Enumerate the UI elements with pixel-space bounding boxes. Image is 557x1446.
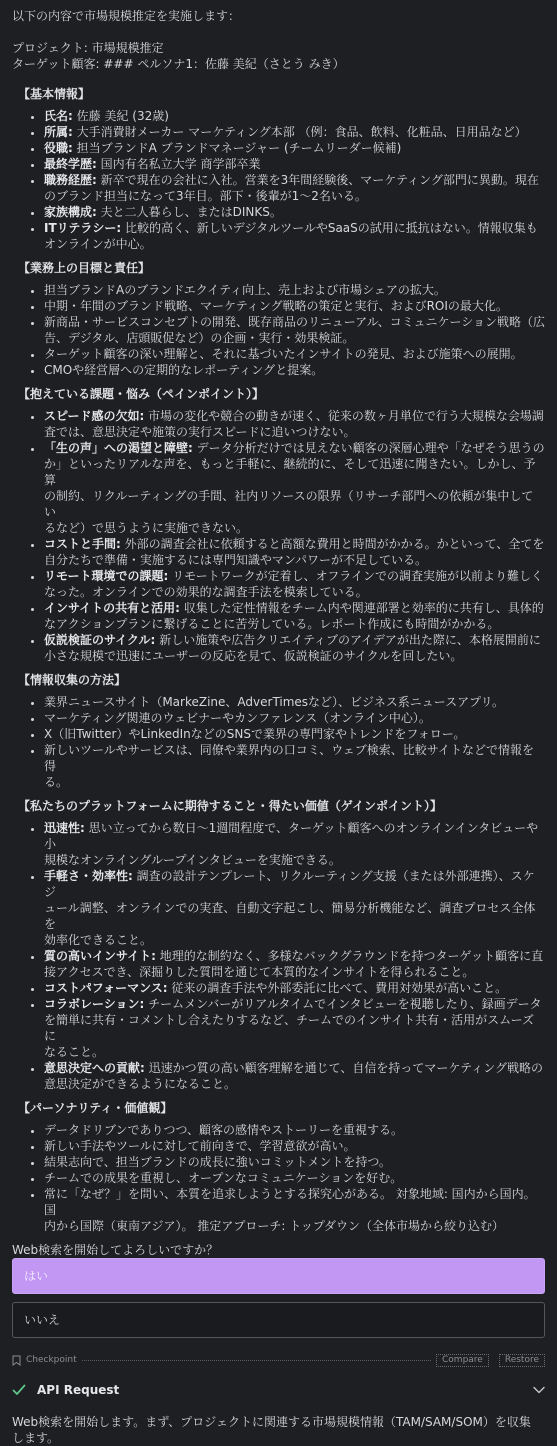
item-label: 「生の声」への渇望と障壁:	[44, 441, 193, 455]
final-line: Web検索を開始します。まず、プロジェクトに関連する市場規模情報（TAM/SAM/SOM）を収集	[12, 1415, 531, 1429]
list-item	[44, 710, 545, 726]
item-text: 新商品・サービスコンセプトの開発、既存商品のリニューアル、コミュニケーション戦略（広	[44, 315, 546, 329]
item-text: ターゲット顧客の深い理解と、それに基づいたインサイトの発見、および施策への展開。	[44, 347, 523, 361]
goals-list	[44, 282, 545, 378]
list-item	[44, 726, 545, 742]
list-item	[44, 362, 545, 378]
list-item	[44, 156, 545, 172]
item-label: コラボレーション:	[44, 997, 145, 1011]
item-text: 大手消費財メーカー マーケティング本部 （例：食品、飲料、化粧品、日用品など）	[72, 125, 527, 139]
item-text: 接アクセスでき、深掘りした質問を通じて本質的なインサイトを得られること。	[44, 965, 475, 979]
item-text: X（旧Twitter）やLinkedInなどのSNSで業界の専門家やトレンドをフォロー。	[44, 727, 466, 741]
checkpoint-label: Checkpoint	[26, 1355, 77, 1365]
item-text: 効率化できること。	[44, 933, 153, 947]
confirm-question: Web検索を開始してよろしいですか？	[12, 1243, 219, 1257]
item-text: データドリブンでありつつ、顧客の感情やストーリーを重視する。	[44, 1123, 404, 1137]
item-text: マーケティング関連のウェビナーやカンファレンス（オンライン中心）。	[44, 711, 431, 725]
item-text: 佐藤 美紀 (32歳)	[72, 109, 169, 123]
list-item	[44, 172, 545, 204]
basic-heading: 【基本情報】	[18, 87, 91, 101]
list-item	[44, 536, 545, 568]
item-label: 最終学歴:	[44, 157, 97, 171]
final-message	[12, 1414, 545, 1446]
list-item	[44, 742, 545, 790]
item-text: ュール調整、オンラインでの実査、自動文字起こし、簡易分析機能など、調査プロセス全体を	[44, 901, 536, 931]
list-item	[44, 600, 545, 632]
list-item	[44, 220, 545, 252]
list-item	[44, 632, 545, 664]
list-item	[44, 868, 545, 948]
list-item	[44, 996, 545, 1060]
item-label: 意思決定への貢献:	[44, 1061, 145, 1075]
list-item	[44, 346, 545, 362]
item-text: 新しい手法やツールに対して前向きで、学習意欲が高い。	[44, 1139, 356, 1153]
list-item	[44, 1170, 545, 1186]
item-text: の制約、リクルーティングの手間、社内リソースの限界（リサーチ部門への依頼が集中してい	[44, 489, 534, 519]
check-icon	[12, 1384, 26, 1396]
list-item	[44, 282, 545, 298]
item-text: 市場の変化や競合の動きが速く、従来の数ヶ月単位で行う大規模な会場調	[144, 409, 544, 423]
item-text: 自分たちで準備・実施するには専門知識やマンパワーが不足している。	[44, 553, 428, 567]
api-request-title: API Request	[37, 1383, 120, 1397]
item-text: なアクションプランに繋げることに苦労している。レポート作成にも時間がかかる。	[44, 617, 500, 631]
item-text: CMOや経営層への定期的なレポーティングと提案。	[44, 363, 324, 377]
target-line: ターゲット顧客: ### ペルソナ1：佐藤 美紀（さとう みき）	[12, 57, 345, 71]
item-text: る。	[44, 775, 69, 789]
item-text: なること。	[44, 1045, 105, 1059]
list-item	[44, 298, 545, 314]
item-text: 意思決定ができるようになること。	[44, 1077, 237, 1091]
pain-points-list	[44, 408, 545, 664]
item-text: 迅速かつ質の高い顧客理解を通じて、自信を持ってマーケティング戦略の	[144, 1061, 543, 1075]
no-button[interactable]	[12, 1302, 545, 1338]
item-label: 迅速性:	[44, 821, 85, 835]
item-text: 思い立ってから数日〜1週間程度で、ターゲット顧客へのオンラインインタビューや小	[44, 821, 539, 851]
item-label: リモート環境での課題:	[44, 569, 169, 583]
info-sources-list	[44, 694, 545, 790]
item-text: 新しい施策や広告クリエイティブのアイデアが出た際に、本格展開前に	[155, 633, 541, 647]
basic-info-list	[44, 108, 545, 252]
list-item	[44, 980, 545, 996]
item-text: オンラインが中心。	[44, 237, 152, 251]
item-text: 収集した定性情報をチーム内や関連部署と効率的に共有し、具体的	[179, 601, 544, 615]
pains-heading: 【抱えている課題・悩み（ペインポイント）】	[18, 387, 265, 401]
chevron-down-icon[interactable]	[533, 1386, 545, 1394]
list-item	[44, 408, 545, 440]
gains-heading: 【私たちのプラットフォームに期待すること・得たい価値（ゲインポイント）】	[18, 799, 442, 813]
item-text: を簡単に共有・コメントし合えたりするなど、チームでのインサイト共有・活用がスムーズに	[44, 1013, 534, 1043]
item-label: 仮説検証のサイクル:	[44, 633, 156, 647]
restore-button[interactable]: Restore	[499, 1354, 545, 1367]
list-item	[44, 948, 545, 980]
item-text: なった。オンラインでの効果的な調査手法を模索している。	[44, 585, 368, 599]
item-label: ITリテラシー:	[44, 221, 122, 235]
item-text: 国内有名私立大学 商学部卒業	[96, 157, 261, 171]
goals-heading: 【業務上の目標と責任】	[18, 261, 151, 275]
info-heading: 【情報収集の方法】	[18, 673, 127, 687]
item-text: 調査の設計テンプレート、リクルーティング支援（または外部連携）、スケジ	[44, 869, 535, 899]
list-item	[44, 108, 545, 124]
item-label: 所属:	[44, 125, 73, 139]
list-item	[44, 694, 545, 710]
personality-list	[44, 1122, 545, 1234]
item-text: 夫と二人暮らし、またはDINKS。	[96, 205, 282, 219]
yes-button-label: はい	[24, 1269, 49, 1283]
list-item	[44, 140, 545, 156]
item-text: 従来の調査手法や外部委託に比べて、費用対効果が高いこと。	[167, 981, 508, 995]
item-text: か」といったリアルな声を、もっと手軽に、継続的に、そして迅速に聞きたい。しかし、予算	[44, 457, 536, 487]
item-text: 結果志向で、担当ブランドの成長に強いコミットメントを持つ。	[44, 1155, 391, 1169]
item-text: 査では、意思決定や施策の実行スピードに追いつけない。	[44, 425, 356, 439]
item-text: 告、デジタル、店頭販促など）の企画・実行・効果検証。	[44, 331, 355, 345]
checkpoint-divider	[82, 1360, 431, 1361]
bookmark-icon	[12, 1355, 21, 1366]
item-label: コストと手間:	[44, 537, 121, 551]
item-label: 氏名:	[44, 109, 73, 123]
item-text: 外部の調査会社に依頼すると高額な費用と時間がかかる。かといって、全てを	[120, 537, 545, 551]
item-text: 担当ブランドAのブランドエクイティ向上、売上および市場シェアの拡大。	[44, 283, 446, 297]
item-text: チームメンバーがリアルタイムでインタビューを視聴したり、録画データ	[144, 997, 542, 1011]
yes-button[interactable]	[12, 1258, 545, 1294]
item-label: 手軽さ・効率性:	[44, 869, 133, 883]
item-text: 担当ブランドA ブランドマネージャー (チームリーダー候補)	[72, 141, 402, 155]
item-label: コストパフォーマンス:	[44, 981, 168, 995]
api-request-header[interactable]	[12, 1380, 545, 1400]
item-text: 小さな規模で迅速にユーザーの反応を見て、仮説検証のサイクルを回したい。	[44, 649, 463, 663]
list-item	[44, 1060, 545, 1092]
item-text: 業界ニュースサイト（MarkeZine、AdverTimesなど）、ビジネス系ニュースアプリ。	[44, 695, 505, 709]
list-item	[44, 1122, 545, 1138]
item-text: るなど）で思うように実施できない。	[44, 521, 249, 535]
final-line: します。	[12, 1431, 60, 1445]
list-item	[44, 568, 545, 600]
list-item	[44, 440, 545, 536]
list-item	[44, 1138, 545, 1154]
checkpoint-bar	[12, 1352, 545, 1368]
no-button-label: いいえ	[24, 1313, 61, 1327]
list-item	[44, 1154, 545, 1170]
item-label: スピード感の欠如:	[44, 409, 145, 423]
list-item	[44, 124, 545, 140]
item-text: 比較的高く、新しいデジタルツールやSaaSの試用に抵抗はない。情報収集も	[121, 221, 538, 235]
item-text: 中期・年間のブランド戦略、マーケティング戦略の策定と実行、およびROIの最大化。	[44, 299, 508, 313]
item-text: 新卒で現在の会社に入社。営業を3年間経験後、マーケティング部門に異動。現在	[96, 173, 539, 187]
item-label: 役職:	[44, 141, 73, 155]
item-label: インサイトの共有と活用:	[44, 601, 180, 615]
list-item	[44, 820, 545, 868]
item-text: 規模なオンライングループインタビューを実施できる。	[44, 853, 341, 867]
gain-points-list	[44, 820, 545, 1092]
item-label: 家族構成:	[44, 205, 97, 219]
compare-button[interactable]: Compare	[436, 1354, 489, 1367]
list-item	[44, 204, 545, 220]
item-text: リモートワークが定着し、オフラインでの調査実施が以前より難しく	[168, 569, 543, 583]
item-text: データ分析だけでは見えない顧客の深層心理や「なぜそう思うの	[192, 441, 545, 455]
persona-heading: 【パーソナリティ・価値観】	[18, 1101, 173, 1115]
project-line: プロジェクト: 市場規模推定	[12, 41, 164, 55]
item-text: チームでの成果を重視し、オープンなコミュニケーションを好む。	[44, 1171, 403, 1185]
item-label: 職務経歴:	[44, 173, 97, 187]
list-item	[44, 1186, 545, 1234]
item-label: 質の高いインサイト:	[44, 949, 156, 963]
list-item	[44, 314, 545, 346]
item-text: 地理的な制約なく、多様なバックグラウンドを持つターゲット顧客に直	[155, 949, 544, 963]
intro-text: 以下の内容で市場規模推定を実施します：	[12, 9, 241, 23]
item-text: 内から国際（東南アジア）。 推定アプローチ: トップダウン（全体市場から絞り込む）	[44, 1219, 504, 1233]
item-text: 新しいツールやサービスは、同僚や業界内の口コミ、ウェブ検索、比較サイトなどで情報を得	[44, 743, 534, 773]
item-text: のブランド担当になって3年目。部下・後輩が1〜2名いる。	[44, 189, 367, 203]
item-text: 常に「なぜ？」を問い、本質を追求しようとする探究心がある。 対象地域: 国内から国内。国	[44, 1187, 536, 1217]
